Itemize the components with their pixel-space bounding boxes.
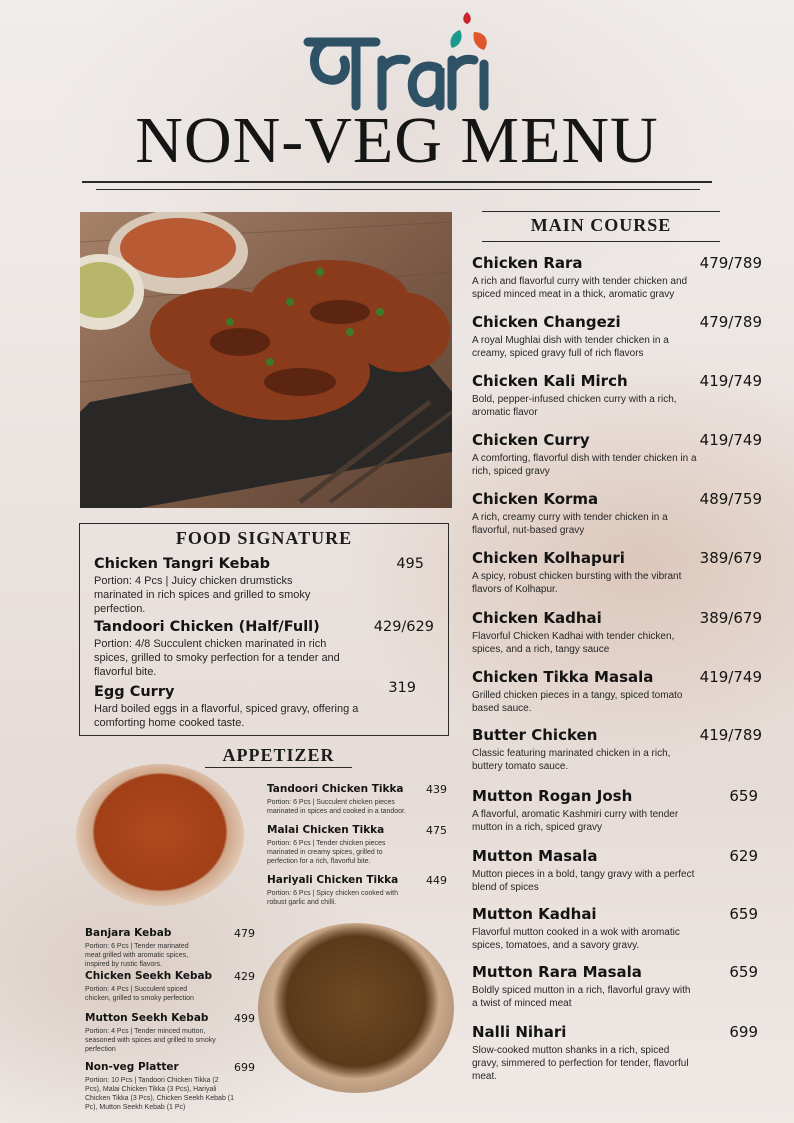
- item-desc: Boldly spiced mutton in a rich, flavorful gravy with a twist of minced meat: [472, 985, 691, 1009]
- item-price: 499: [234, 1012, 255, 1025]
- item-price: 479/789: [699, 254, 762, 272]
- item-price: 419/789: [699, 726, 762, 744]
- item-price: 389/679: [699, 549, 762, 567]
- menu-item: [472, 549, 762, 596]
- item-price: 699: [729, 1023, 758, 1041]
- item-name: Malai Chicken Tikka: [267, 824, 385, 836]
- item-name: Mutton Rogan Josh: [472, 787, 633, 805]
- item-name: Mutton Seekh Kebab: [85, 1012, 209, 1024]
- menu-item: [472, 668, 762, 715]
- item-desc: A comforting, flavorful dish with tender chicken in a rich, spiced gravy: [472, 453, 697, 477]
- menu-item: [472, 963, 762, 1010]
- mutton-bowl-photo: [258, 923, 454, 1093]
- item-price: 659: [729, 787, 758, 805]
- item-price: 319: [388, 680, 416, 696]
- curry-bowl-photo: [76, 764, 244, 906]
- item-name: Chicken Kadhai: [472, 609, 602, 627]
- item-desc: Flavorful mutton cooked in a wok with aromatic spices, tomatoes, and a savory gravy.: [472, 927, 680, 951]
- item-price: 495: [396, 556, 424, 572]
- brand-logo: [300, 8, 500, 116]
- item-desc: A royal Mughlai dish with tender chicken in a creamy, spiced gravy full of rich flavors: [472, 335, 669, 359]
- item-name: Mutton Masala: [472, 847, 598, 865]
- item-name: Banjara Kebab: [85, 927, 172, 939]
- item-name: Mutton Kadhai: [472, 905, 597, 923]
- item-desc: A rich, creamy curry with tender chicken in a flavorful, nut-based gravy: [472, 512, 668, 536]
- item-desc: Portion: 6 Pcs | Tender marinated meat grilled with aromatic spices, inspired by rustic flavors.: [85, 943, 189, 968]
- item-name: Egg Curry: [94, 684, 175, 700]
- item-name: Nalli Nihari: [472, 1023, 567, 1041]
- tandoori-chicken-photo: [80, 212, 452, 508]
- appetizer-item: [267, 783, 449, 816]
- menu-item: [472, 726, 762, 773]
- item-desc: Portion: 4 Pcs | Tender minced mutton, seasoned with spices and grilled to smoky perfection: [85, 1028, 216, 1053]
- menu-item: [472, 1023, 762, 1083]
- appetizer-rule: [205, 767, 352, 768]
- item-desc: A spicy, robust chicken bursting with the vibrant flavors of Kolhapur.: [472, 571, 682, 595]
- signature-item: [94, 619, 434, 679]
- item-name: Chicken Rara: [472, 254, 583, 272]
- item-price: 479: [234, 927, 255, 940]
- item-desc: Mutton pieces in a bold, tangy gravy with a perfect blend of spices: [472, 869, 695, 893]
- item-desc: Portion: 10 Pcs | Tandoori Chicken Tikka (2 Pcs), Malai Chicken Tikka (3 Pcs), Hariyali Chicken Tikka (3 Pcs), Chicken Seekh Kebab (1 Pc), Mutton Seekh Kebab (1 Pc): [85, 1077, 235, 1111]
- main-course-rule-bottom: [482, 241, 720, 242]
- item-price: 439: [426, 783, 447, 796]
- appetizer-item: [85, 1012, 255, 1054]
- item-price: 419/749: [699, 668, 762, 686]
- item-price: 449: [426, 874, 447, 887]
- item-name: Non-veg Platter: [85, 1061, 179, 1073]
- item-desc: Flavorful Chicken Kadhai with tender chicken, spices, and a rich, tangy sauce: [472, 631, 675, 655]
- item-price: 419/749: [699, 431, 762, 449]
- item-name: Chicken Seekh Kebab: [85, 970, 213, 982]
- title-divider-bottom: [96, 189, 700, 190]
- item-desc: A flavorful, aromatic Kashmiri curry with tender mutton in a rich, spiced gravy: [472, 809, 679, 833]
- appetizer-item: [267, 824, 449, 866]
- menu-item: [472, 254, 762, 301]
- appetizer-heading: APPETIZER: [222, 745, 335, 765]
- menu-title: NON-VEG MENU: [135, 104, 659, 177]
- appetizer-item: [267, 874, 449, 907]
- item-name: Hariyali Chicken Tikka: [267, 874, 399, 886]
- food-signature-heading: FOOD SIGNATURE: [175, 528, 353, 548]
- appetizer-item: [85, 970, 255, 1003]
- item-desc: Bold, pepper-infused chicken curry with a rich, aromatic flavor: [472, 394, 677, 418]
- item-name: Tandoori Chicken (Half/Full): [94, 619, 320, 635]
- item-price: 429: [234, 970, 255, 983]
- item-desc: Hard boiled eggs in a flavorful, spiced gravy, offering a comforting home cooked taste.: [94, 703, 359, 729]
- menu-item: [472, 372, 762, 419]
- item-price: 699: [234, 1061, 255, 1074]
- food-signature-box: [79, 523, 449, 736]
- item-price: 429/629: [373, 619, 434, 635]
- item-price: 389/679: [699, 609, 762, 627]
- item-desc: Portion: 4 Pcs | Succulent spiced chicken, grilled to smoky perfection: [85, 986, 194, 1002]
- item-price: 479/789: [699, 313, 762, 331]
- item-name: Mutton Rara Masala: [472, 963, 642, 981]
- item-price: 659: [729, 963, 758, 981]
- item-price: 629: [729, 847, 758, 865]
- main-course-heading: MAIN COURSE: [530, 215, 672, 235]
- signature-item: [94, 680, 434, 730]
- item-desc: Portion: 6 Pcs | Spicy chicken cooked with robust garlic and chilli.: [267, 890, 398, 906]
- menu-item: [472, 609, 762, 656]
- item-desc: Slow-cooked mutton shanks in a rich, spiced gravy, simmered to perfection for tender, flavorful meat.: [472, 1045, 689, 1082]
- item-price: 475: [426, 824, 447, 837]
- item-desc: Portion: 6 Pcs | Tender chicken pieces marinated in creamy spices, grilled to perfection for a rich, flavorful bite.: [267, 840, 386, 865]
- menu-item: [472, 490, 762, 537]
- item-desc: Classic featuring marinated chicken in a rich, buttery tomato sauce.: [472, 748, 671, 772]
- menu-item: [472, 787, 762, 834]
- item-name: Chicken Tikka Masala: [472, 668, 654, 686]
- main-course-rule-top: [482, 211, 720, 212]
- item-desc: Portion: 6 Pcs | Succulent chicken pieces marinated in spices and cooked in a tandoor.: [267, 799, 406, 815]
- item-desc: Portion: 4 Pcs | Juicy chicken drumsticks marinated in rich spices and grilled to smoky perfection.: [94, 575, 311, 615]
- item-price: 489/759: [699, 490, 762, 508]
- item-desc: A rich and flavorful curry with tender chicken and spiced minced meat in a thick, aromatic gravy: [472, 276, 688, 300]
- item-price: 419/749: [699, 372, 762, 390]
- item-name: Tandoori Chicken Tikka: [267, 783, 404, 795]
- item-name: Chicken Changezi: [472, 313, 621, 331]
- item-price: 659: [729, 905, 758, 923]
- appetizer-item: [85, 1061, 255, 1112]
- menu-item: [472, 431, 762, 478]
- menu-item: [472, 847, 762, 894]
- item-name: Chicken Kali Mirch: [472, 372, 628, 390]
- menu-item: [472, 313, 762, 360]
- appetizer-item: [85, 927, 255, 969]
- item-desc: Grilled chicken pieces in a tangy, spiced tomato based sauce.: [472, 690, 683, 714]
- item-name: Chicken Curry: [472, 431, 590, 449]
- item-name: Butter Chicken: [472, 726, 598, 744]
- item-name: Chicken Kolhapuri: [472, 549, 625, 567]
- title-divider-top: [82, 181, 712, 183]
- item-name: Chicken Tangri Kebab: [94, 556, 271, 572]
- signature-item: [94, 556, 434, 616]
- item-desc: Portion: 4/8 Succulent chicken marinated in rich spices, grilled to smoky perfection for a tender and flavorful bite.: [94, 638, 340, 678]
- menu-item: [472, 905, 762, 952]
- logo-mark-icon: [300, 8, 500, 116]
- item-name: Chicken Korma: [472, 490, 599, 508]
